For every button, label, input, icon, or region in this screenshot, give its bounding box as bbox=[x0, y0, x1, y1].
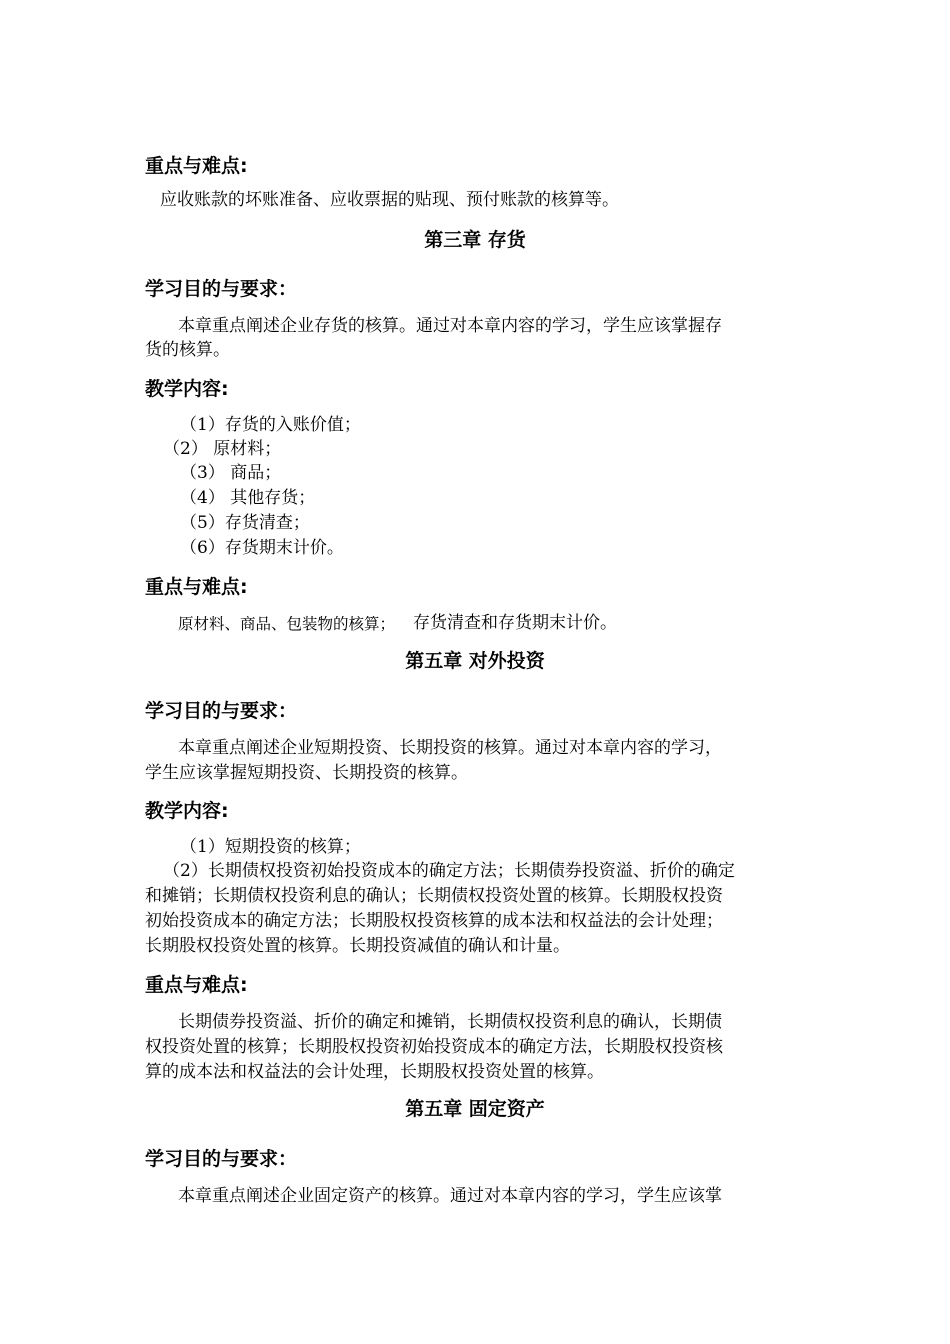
paragraph-line: 学生应该掌握短期投资、长期投资的核算。 bbox=[145, 763, 468, 783]
list-item: （3） 商品； bbox=[180, 463, 282, 483]
section-heading-content: 教学内容: bbox=[145, 800, 229, 822]
paragraph-line: 本章重点阐述企业短期投资、长期投资的核算。通过对本章内容的学习， bbox=[178, 738, 722, 758]
paragraph-line: 和摊销；长期债权投资利息的确认；长期债权投资处置的核算。长期股权投资 bbox=[145, 886, 723, 906]
section-heading-objectives: 学习目的与要求： bbox=[145, 700, 298, 722]
section-heading-objectives: 学习目的与要求： bbox=[145, 1148, 298, 1170]
paragraph-line: 权投资处置的核算；长期股权投资初始投资成本的确定方法，长期股权投资核 bbox=[145, 1037, 723, 1057]
section-heading-key-points: 重点与难点: bbox=[145, 974, 248, 996]
chapter-title: 第五章 对外投资 bbox=[405, 650, 545, 672]
paragraph-segment: 存货清查和存货期末计价。 bbox=[413, 613, 617, 633]
paragraph-line: 本章重点阐述企业存货的核算。通过对本章内容的学习，学生应该掌握存 bbox=[178, 316, 722, 336]
list-item: （4） 其他存货； bbox=[180, 488, 316, 508]
paragraph-line: 货的核算。 bbox=[145, 340, 230, 360]
list-item: （6）存货期末计价。 bbox=[180, 538, 344, 558]
paragraph-line: 长期债券投资溢、折价的确定和摊销，长期债权投资利息的确认，长期债 bbox=[178, 1012, 722, 1032]
chapter-title: 第五章 固定资产 bbox=[405, 1098, 545, 1120]
paragraph-line: 算的成本法和权益法的会计处理，长期股权投资处置的核算。 bbox=[145, 1062, 604, 1082]
section-heading-key-points: 重点与难点: bbox=[145, 576, 248, 598]
paragraph-segment: 原材料、商品、包装物的核算； bbox=[178, 615, 396, 633]
section-heading-key-points: 重点与难点: bbox=[145, 155, 248, 177]
paragraph-line: 长期股权投资处置的核算。长期投资减值的确认和计量。 bbox=[145, 936, 570, 956]
paragraph-line: （2）长期债权投资初始投资成本的确定方法；长期债券投资溢、折价的确定 bbox=[163, 861, 735, 881]
list-item: （1）短期投资的核算； bbox=[180, 837, 361, 857]
list-item: （1）存货的入账价值； bbox=[180, 415, 361, 435]
list-item: （2） 原材料； bbox=[163, 439, 282, 459]
paragraph-line: 本章重点阐述企业固定资产的核算。通过对本章内容的学习，学生应该掌 bbox=[178, 1186, 722, 1206]
chapter-title: 第三章 存货 bbox=[424, 229, 526, 251]
list-item: （5）存货清查； bbox=[180, 513, 310, 533]
paragraph-line: 初始投资成本的确定方法；长期股权投资核算的成本法和权益法的会计处理； bbox=[145, 911, 723, 931]
section-heading-objectives: 学习目的与要求： bbox=[145, 278, 298, 300]
paragraph: 应收账款的坏账准备、应收票据的贴现、预付账款的核算等。 bbox=[160, 190, 619, 210]
section-heading-content: 教学内容: bbox=[145, 378, 229, 400]
